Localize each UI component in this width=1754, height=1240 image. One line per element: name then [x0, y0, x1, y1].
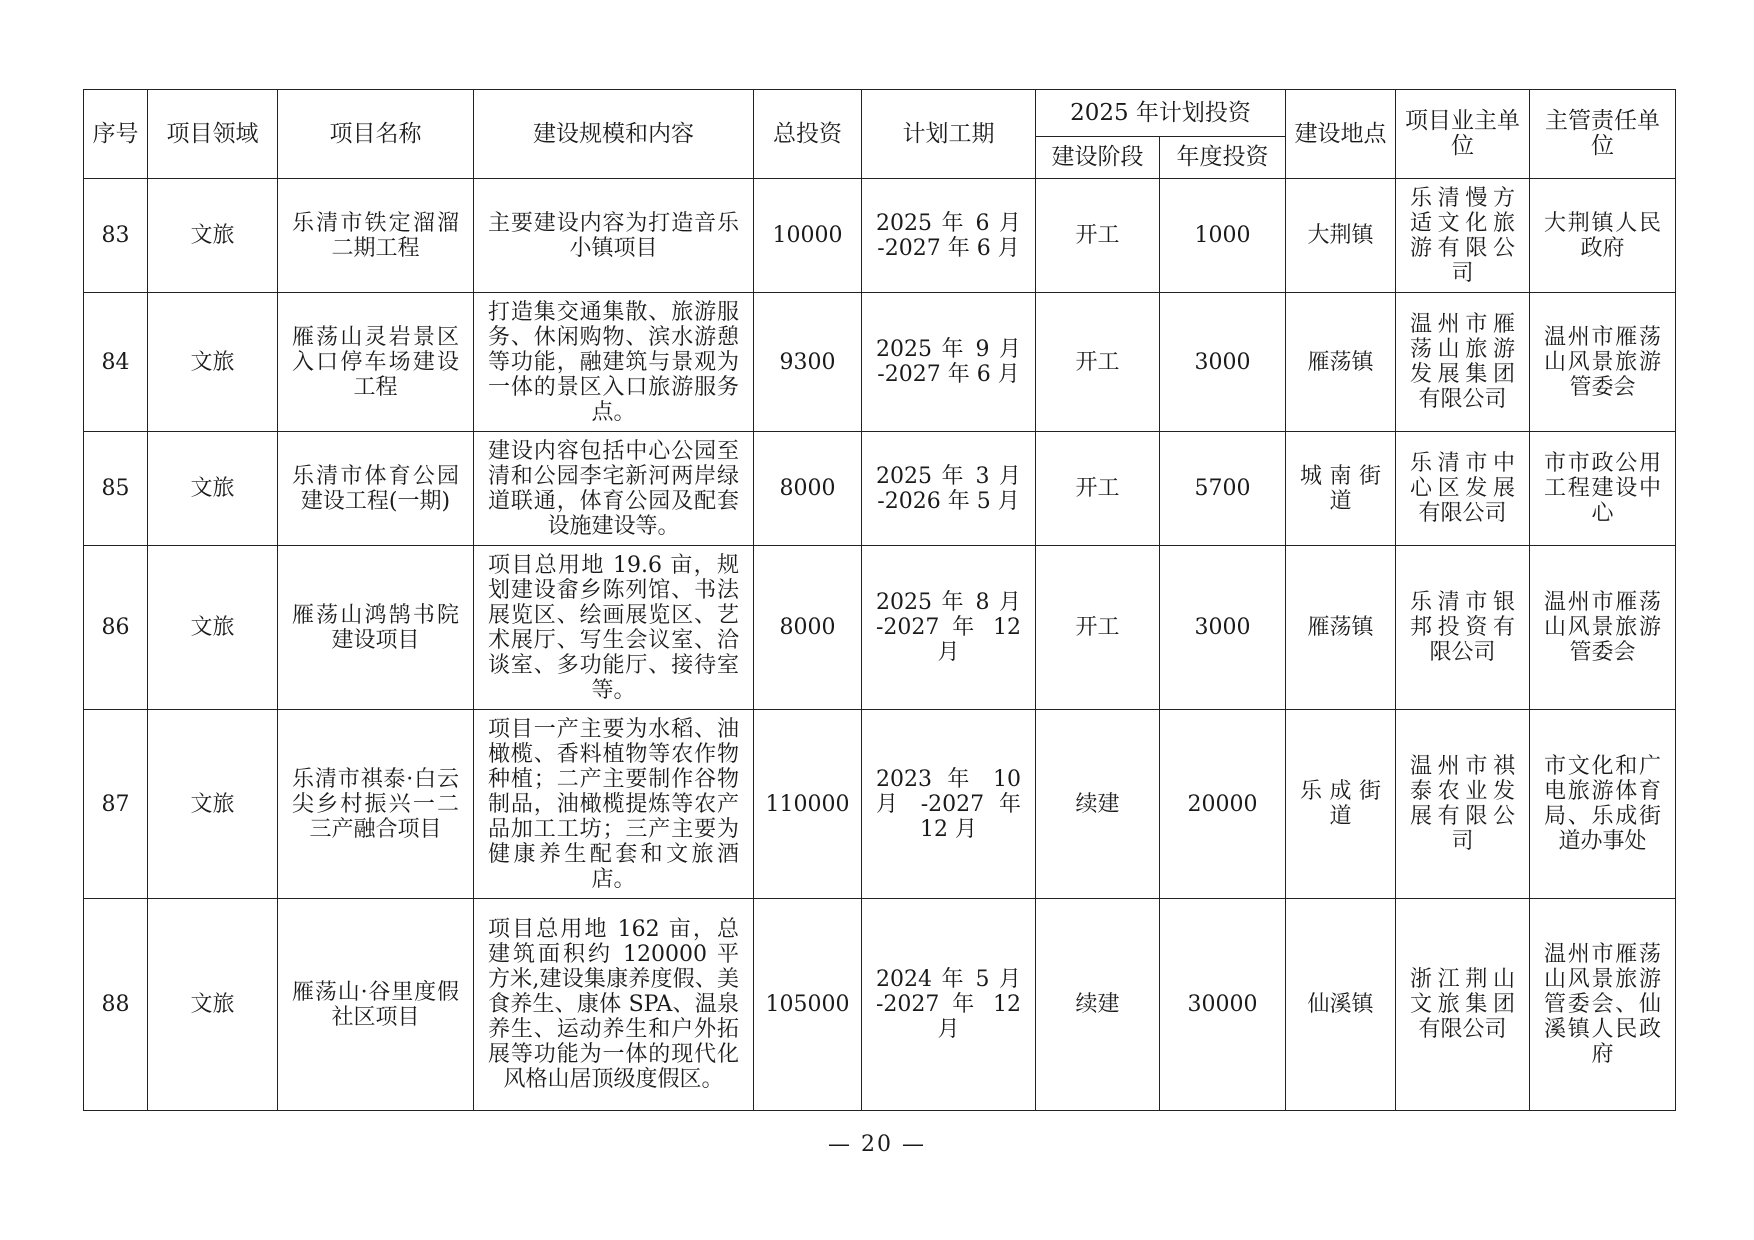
- cell-location: 雁荡镇: [1286, 546, 1396, 710]
- cell-supervisor: 温州市雁荡山风景旅游管委会: [1530, 293, 1676, 432]
- col-domain: 项目领域: [148, 90, 278, 179]
- table-row: [84, 546, 1676, 710]
- cell-location: 雁荡镇: [1286, 293, 1396, 432]
- cell-location: 仙溪镇: [1286, 899, 1396, 1111]
- cell-seq: 85: [84, 432, 148, 546]
- cell-domain: 文旅: [148, 899, 278, 1111]
- cell-stage: 开工: [1036, 432, 1160, 546]
- cell-period: 2025 年 8 月 -2027 年 12 月: [862, 546, 1036, 710]
- cell-annual: 30000: [1160, 899, 1286, 1111]
- table-body: [84, 179, 1676, 1111]
- cell-name: 乐清市铁定溜溜二期工程: [278, 179, 474, 293]
- cell-seq: 83: [84, 179, 148, 293]
- cell-name: 乐清市祺泰·白云尖乡村振兴一二三产融合项目: [278, 710, 474, 899]
- cell-period: 2025 年 9 月 -2027 年 6 月: [862, 293, 1036, 432]
- cell-total: 9300: [754, 293, 862, 432]
- table-row: [84, 432, 1676, 546]
- cell-scope: 项目总用地 162 亩，总建筑面积约 120000 平方米,建设集康养度假、美食养生、康体 SPA、温泉养生、运动养生和户外拓展等功能为一体的现代化风格山居顶级度假区。: [474, 899, 754, 1111]
- cell-annual: 3000: [1160, 546, 1286, 710]
- project-table: [83, 89, 1676, 1111]
- cell-scope: 打造集交通集散、旅游服务、休闲购物、滨水游憩等功能，融建筑与景观为一体的景区入口旅游服务点。: [474, 293, 754, 432]
- col-location: 建设地点: [1286, 90, 1396, 179]
- cell-name: 雁荡山灵岩景区入口停车场建设工程: [278, 293, 474, 432]
- table-row: [84, 293, 1676, 432]
- col-name: 项目名称: [278, 90, 474, 179]
- cell-annual: 1000: [1160, 179, 1286, 293]
- cell-owner: 乐清市中心区发展有限公司: [1396, 432, 1530, 546]
- cell-stage: 续建: [1036, 710, 1160, 899]
- table-header: [84, 90, 1676, 179]
- cell-seq: 87: [84, 710, 148, 899]
- cell-total: 110000: [754, 710, 862, 899]
- cell-total: 8000: [754, 546, 862, 710]
- cell-domain: 文旅: [148, 432, 278, 546]
- cell-annual: 3000: [1160, 293, 1286, 432]
- col-stage: 建设阶段: [1036, 137, 1160, 179]
- cell-owner: 浙江荆山文旅集团有限公司: [1396, 899, 1530, 1111]
- cell-period: 2025 年 3 月 -2026 年 5 月: [862, 432, 1036, 546]
- cell-period: 2023 年 10 月 -2027 年 12 月: [862, 710, 1036, 899]
- cell-location: 大荆镇: [1286, 179, 1396, 293]
- cell-seq: 84: [84, 293, 148, 432]
- col-seq: 序号: [84, 90, 148, 179]
- col-supervisor: 主管责任单位: [1530, 90, 1676, 179]
- cell-supervisor: 温州市雁荡山风景旅游管委会、仙溪镇人民政府: [1530, 899, 1676, 1111]
- cell-owner: 乐清慢方适文化旅游有限公司: [1396, 179, 1530, 293]
- cell-owner: 乐清市银邦投资有限公司: [1396, 546, 1530, 710]
- cell-seq: 86: [84, 546, 148, 710]
- cell-location: 乐成街道: [1286, 710, 1396, 899]
- cell-supervisor: 市市政公用工程建设中心: [1530, 432, 1676, 546]
- cell-owner: 温州市雁荡山旅游发展集团有限公司: [1396, 293, 1530, 432]
- cell-supervisor: 大荆镇人民政府: [1530, 179, 1676, 293]
- cell-domain: 文旅: [148, 293, 278, 432]
- cell-seq: 88: [84, 899, 148, 1111]
- col-period: 计划工期: [862, 90, 1036, 179]
- page-number: — 20 —: [828, 1132, 926, 1157]
- cell-name: 雁荡山·谷里度假社区项目: [278, 899, 474, 1111]
- col-total: 总投资: [754, 90, 862, 179]
- table-row: [84, 179, 1676, 293]
- col-plan-group: 2025 年计划投资: [1036, 90, 1286, 137]
- cell-period: 2024 年 5 月 -2027 年 12 月: [862, 899, 1036, 1111]
- cell-domain: 文旅: [148, 710, 278, 899]
- table-row: [84, 899, 1676, 1111]
- table-row: [84, 710, 1676, 899]
- cell-stage: 开工: [1036, 546, 1160, 710]
- cell-domain: 文旅: [148, 179, 278, 293]
- cell-scope: 项目总用地 19.6 亩，规划建设畲乡陈列馆、书法展览区、绘画展览区、艺术展厅、写生会议室、洽谈室、多功能厅、接待室等。: [474, 546, 754, 710]
- cell-name: 雁荡山鸿鹄书院建设项目: [278, 546, 474, 710]
- cell-scope: 主要建设内容为打造音乐小镇项目: [474, 179, 754, 293]
- cell-stage: 开工: [1036, 293, 1160, 432]
- col-owner: 项目业主单位: [1396, 90, 1530, 179]
- cell-scope: 项目一产主要为水稻、油橄榄、香料植物等农作物种植；二产主要制作谷物制品，油橄榄提炼等农产品加工工坊；三产主要为健康养生配套和文旅酒店。: [474, 710, 754, 899]
- project-table-sheet: [83, 89, 1675, 1111]
- cell-supervisor: 温州市雁荡山风景旅游管委会: [1530, 546, 1676, 710]
- col-annual: 年度投资: [1160, 137, 1286, 179]
- cell-stage: 开工: [1036, 179, 1160, 293]
- cell-name: 乐清市体育公园建设工程(一期): [278, 432, 474, 546]
- cell-owner: 温州市祺泰农业发展有限公司: [1396, 710, 1530, 899]
- col-scope: 建设规模和内容: [474, 90, 754, 179]
- cell-period: 2025 年 6 月 -2027 年 6 月: [862, 179, 1036, 293]
- cell-location: 城南街道: [1286, 432, 1396, 546]
- cell-annual: 20000: [1160, 710, 1286, 899]
- cell-annual: 5700: [1160, 432, 1286, 546]
- cell-domain: 文旅: [148, 546, 278, 710]
- cell-scope: 建设内容包括中心公园至清和公园李宅新河两岸绿道联通，体育公园及配套设施建设等。: [474, 432, 754, 546]
- cell-total: 105000: [754, 899, 862, 1111]
- cell-stage: 续建: [1036, 899, 1160, 1111]
- cell-supervisor: 市文化和广电旅游体育局、乐成街道办事处: [1530, 710, 1676, 899]
- cell-total: 8000: [754, 432, 862, 546]
- cell-total: 10000: [754, 179, 862, 293]
